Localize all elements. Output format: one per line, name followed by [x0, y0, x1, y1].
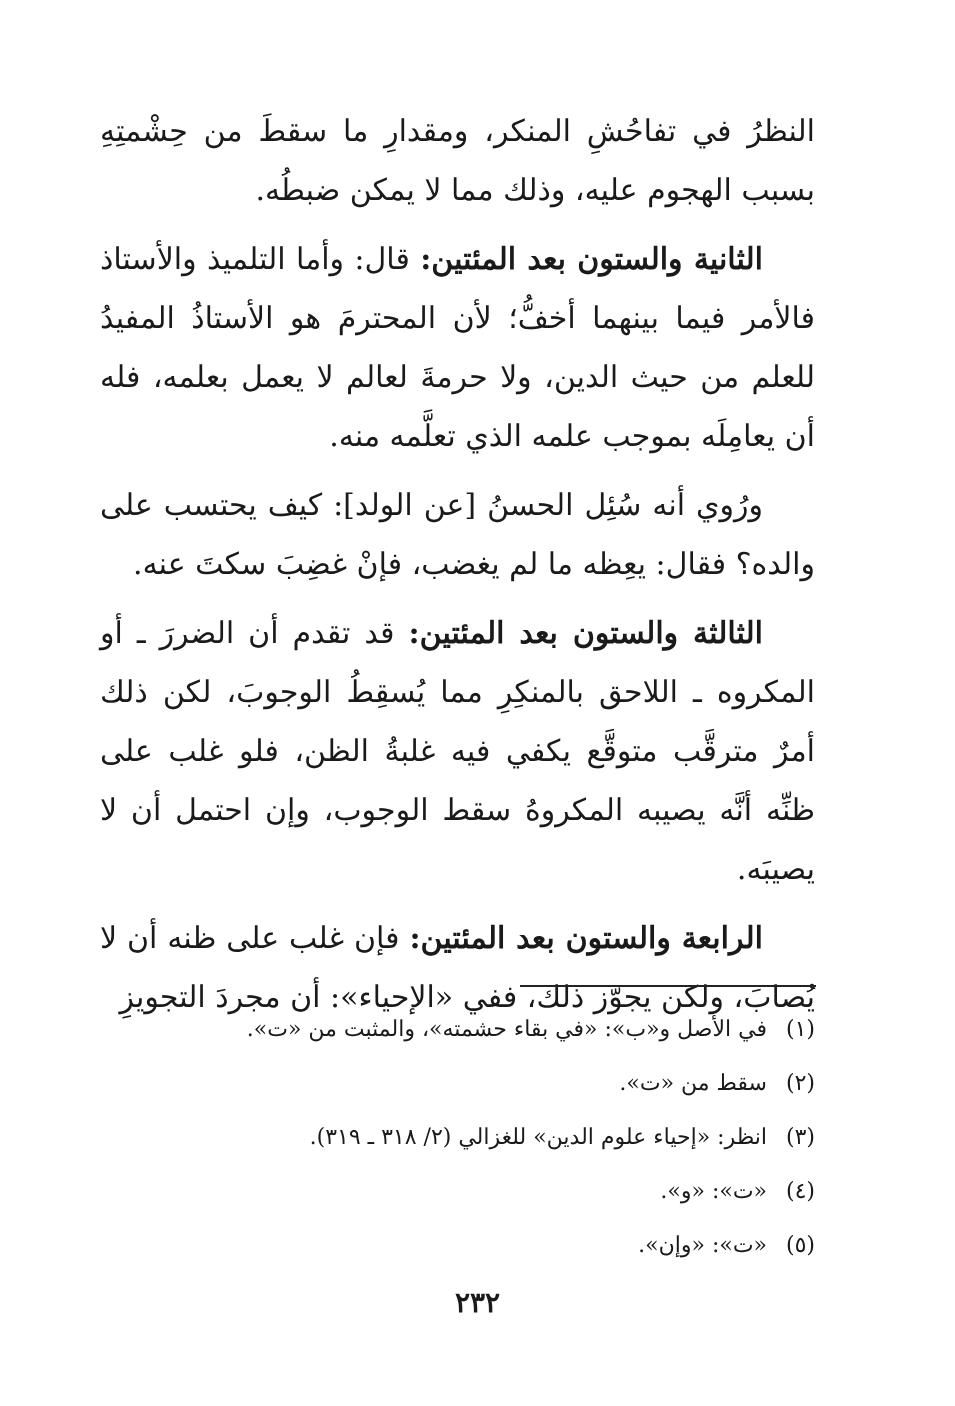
footnote-number: (١)	[785, 1017, 815, 1042]
footnote-2	[115, 1057, 815, 1111]
footnote-text: سقط من «ت».	[619, 1071, 767, 1096]
section-heading-264: الرابعة والستون بعد المئتين:	[409, 921, 763, 956]
paragraph-1-text: النظرُ في تفاحُشِ المنكر، ومقدارِ ما سقطَ من حِشْمتِهِ بسبب الهجوم عليه، وذلك مما لا يمكن ضبطُه.	[100, 114, 815, 208]
footnote-text: في الأصل و«ب»: «في بقاء حشمته»، والمثبت من «ت».	[246, 1017, 767, 1042]
page-number: ٢٣٢	[454, 1286, 501, 1319]
paragraph-2-text: قال: وأما التلميذ والأستاذ فالأمر فيما بينهما أخفُّ؛ لأن المحترمَ هو الأستاذُ المفيدُ للعلم من حيث الدين، ولا حرمةَ لعالم لا يعمل بعلمه، فله أن يعامِلَه بموجب علمه الذي تعلَّمه منه.	[100, 242, 815, 454]
footnote-text: «ت»: «وإن».	[638, 1233, 767, 1258]
paragraph-1	[100, 102, 815, 220]
paragraph-3	[100, 476, 815, 594]
footnote-5	[115, 1219, 815, 1273]
paragraph-3-text: ورُوي أنه سُئِل الحسنُ [عن الولد]: كيف يحتسب على والده؟ فقال: يعِظه ما لم يغضب، فإنْ غضِبَ سكتَ عنه.	[100, 488, 815, 582]
footnote-1	[115, 1003, 815, 1057]
main-text	[100, 102, 815, 1037]
footnote-4	[115, 1165, 815, 1219]
footnote-number: (٢)	[785, 1071, 815, 1096]
footnotes	[115, 1003, 815, 1273]
footnote-number: (٣)	[785, 1125, 815, 1150]
footnote-text: انظر: «إحياء علوم الدين» للغزالي (٢/ ٣١٨ ـ ٣١٩).	[309, 1125, 767, 1150]
footnote-3	[115, 1111, 815, 1165]
section-heading-262: الثانية والستون بعد المئتين:	[420, 242, 763, 277]
paragraph-5-text: فإن غلب على ظنه أن لا يُصابَ، ولكن يجوّز ذلك، ففي «الإحياء»: أن مجردَ التجويزِ	[100, 921, 815, 1015]
footnote-text: «ت»: «و».	[660, 1179, 767, 1204]
paragraph-2	[100, 230, 815, 466]
paragraph-4	[100, 604, 815, 899]
paragraph-4-text: قد تقدم أن الضررَ ـ أو المكروه ـ اللاحق بالمنكِرِ مما يُسقِطُ الوجوبَ، لكن ذلك أمرٌ مترقَّب متوقَّع يكفي فيه غلبةُ الظن، فلو غلب على ظنِّه أنَّه يصيبه المكروهُ سقط الوجوب، وإن احتمل أن لا يصيبَه.	[100, 616, 815, 887]
footnote-divider	[520, 985, 816, 987]
footnote-number: (٥)	[785, 1233, 815, 1258]
footnote-number: (٤)	[785, 1179, 815, 1204]
section-heading-263: الثالثة والستون بعد المئتين:	[408, 616, 764, 651]
